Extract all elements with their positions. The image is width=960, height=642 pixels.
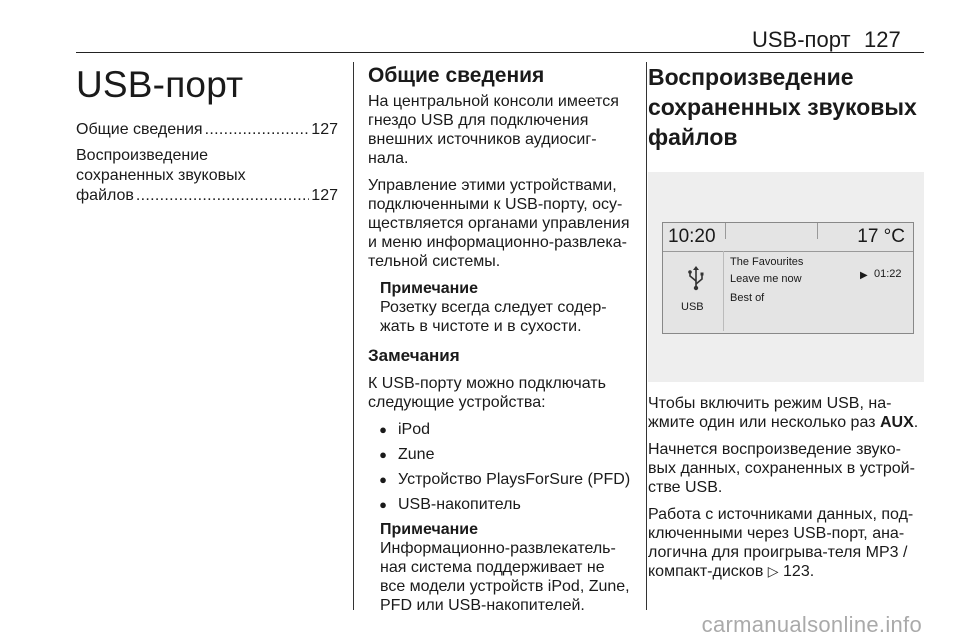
section-heading-general: Общие сведения: [368, 64, 545, 87]
bullet-icon: ●: [379, 422, 387, 437]
toc-leader-dots: [136, 186, 309, 206]
list-item: [368, 420, 632, 439]
toc-entry-label-line: Воспроизведение: [76, 147, 209, 164]
track-duration: 01:22: [874, 268, 902, 280]
temperature-text: 17 °C: [857, 226, 905, 247]
paragraph: Управление этими устройствами, подключенными к USB-порту, осу-ществляется органами управления и меню информационно-развлека-тельной системы.: [368, 177, 630, 270]
paragraph: На центральной консоли имеется гнездо USB для подключения внешних источников аудиосиг-нала.: [368, 93, 619, 167]
header-rule: [76, 52, 924, 53]
column-contents: [76, 62, 338, 206]
watermark: carmanualsonline.info: [701, 612, 922, 637]
list-item-text: Устройство PlaysForSure (PFD): [398, 471, 631, 488]
toc-entry-page: 127: [311, 187, 338, 204]
subheading-remarks: Замечания: [368, 346, 460, 365]
toc-entry-label-line: сохраненных звуковых: [76, 167, 246, 184]
display-photo: [648, 172, 924, 382]
chapter-title: USB-порт: [76, 64, 244, 105]
note-title: Примечание: [380, 521, 479, 538]
bullet-icon: ●: [379, 497, 387, 512]
clock-text: 10:20: [668, 226, 716, 247]
page-number: 127: [864, 27, 901, 52]
list-item-text: USB-накопитель: [398, 496, 521, 513]
list-item-text: iPod: [398, 421, 431, 438]
toc-entry-page: 127: [311, 121, 338, 138]
toc-entry-label-line: файлов: [76, 187, 134, 204]
aux-key-label: AUX: [879, 414, 914, 431]
bullet-icon: ●: [379, 472, 387, 487]
paragraph: К USB-порту можно подключать следующие устройства:: [368, 375, 606, 411]
note-title: Примечание: [380, 280, 479, 297]
paragraph: [648, 505, 924, 581]
screen-status-bar: [663, 223, 913, 252]
paragraph-text: Чтобы включить режим USB, на-жмите один или несколько раз: [648, 395, 892, 431]
list-item: [368, 495, 632, 514]
column-playback: [648, 62, 924, 589]
note-block: [380, 520, 632, 615]
toc-leader-dots: [205, 120, 310, 140]
bullet-icon: ●: [379, 447, 387, 462]
list-item: Leave me now: [730, 273, 802, 285]
column-general: [368, 62, 632, 625]
track-list: [723, 251, 904, 331]
paragraph-text: .: [913, 414, 919, 431]
usb-icon: [685, 265, 707, 291]
note-block: [380, 279, 632, 336]
device-list: [368, 420, 632, 514]
column-divider-2: [646, 62, 647, 610]
paragraph: Начнется воспроизведение звуко-вых данных, сохраненных в устрой-стве USB.: [648, 441, 915, 496]
paragraph-text: Работа с источниками данных, под-ключенными через USB-порт, ана-логична для проигрыва-теля MP3 / компакт-дисков: [648, 506, 914, 580]
toc-entry-label: Общие сведения: [76, 121, 203, 138]
toc-entry-general[interactable]: [76, 120, 338, 140]
section-heading-playback: Воспроизведение сохраненных звуковых файлов: [648, 64, 917, 150]
source-label: USB: [681, 301, 704, 313]
column-divider-1: [353, 62, 354, 610]
list-item: [368, 445, 632, 464]
infotainment-screen: [662, 222, 914, 334]
list-item: [368, 470, 632, 489]
list-item: Best of: [730, 292, 765, 304]
list-item-text: Zune: [398, 446, 435, 463]
note-text: Информационно-развлекатель-ная система поддерживает не все модели устройств iPod, Zune, PFD или USB-накопителей.: [380, 540, 630, 614]
note-text: Розетку всегда следует содер-жать в чистоте и в сухости.: [380, 299, 607, 335]
play-icon: ▶: [860, 270, 868, 281]
table-of-contents: [76, 120, 338, 206]
list-item: The Favourites: [730, 256, 804, 268]
running-header-title: USB-порт: [752, 27, 851, 52]
reference-arrow-icon: ▷: [767, 563, 779, 579]
page-reference[interactable]: 123.: [783, 563, 815, 580]
paragraph: [648, 394, 924, 432]
toc-entry-playback[interactable]: [76, 146, 338, 206]
